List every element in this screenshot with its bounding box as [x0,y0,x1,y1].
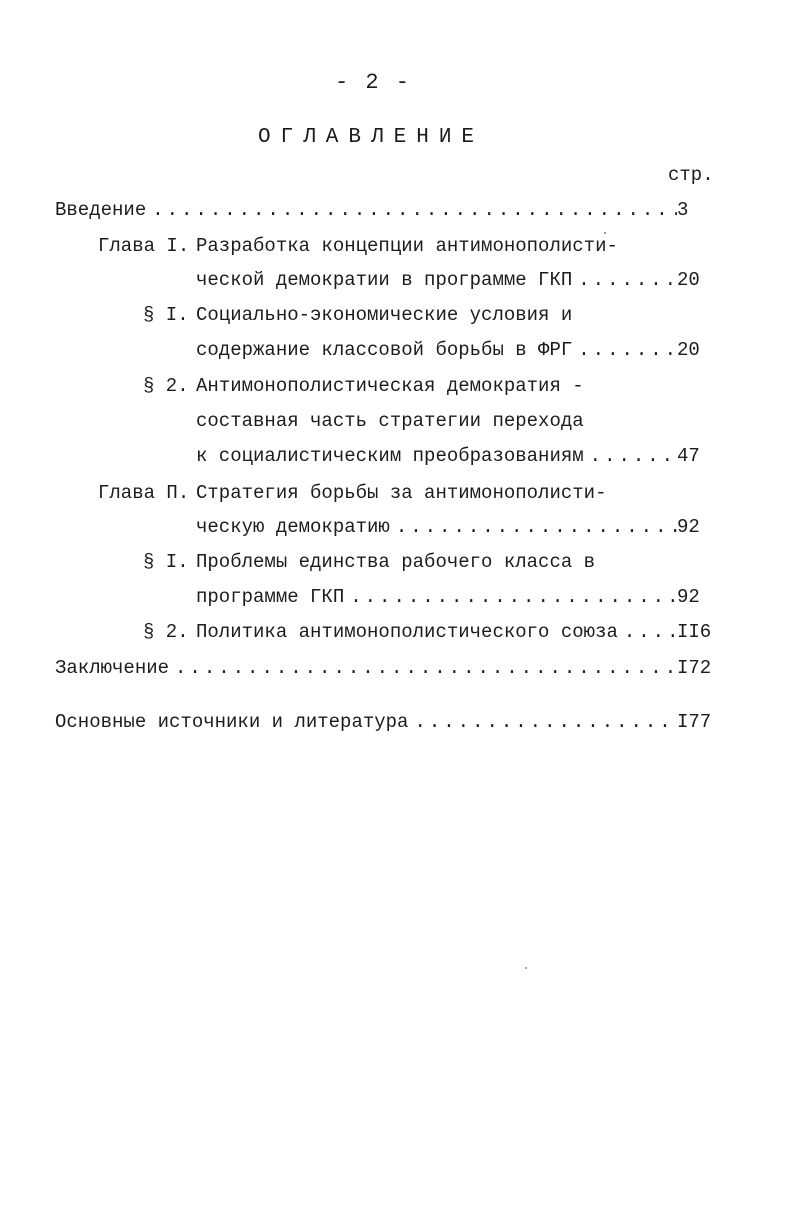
section-1-1-title-line1[interactable]: Социально-экономические условия и [196,304,573,326]
toc-entry-text: ческой демократии в программе ГКП [196,269,573,291]
section-2-1-title-line1[interactable]: Проблемы единства рабочего класса в [196,551,596,573]
page-number: - 2 - [335,70,412,95]
leader-dots [344,583,677,611]
toc-entry-sources[interactable] [55,708,711,736]
leader-dots [408,708,677,736]
section-1-2-title-line2[interactable]: составная часть стратегии перехода [196,410,584,432]
chapter-2-label: Глава П. [98,482,190,504]
toc-page-number: 47 [677,445,700,467]
section-2-1-label: § I. [143,551,189,573]
toc-page-number: 20 [677,269,700,291]
toc-page-number: 92 [677,586,700,608]
toc-entry-conclusion[interactable] [55,654,711,682]
toc-page-number: I77 [677,711,712,733]
toc-entry-text: Политика антимонополистического союза [196,621,618,643]
chapter-2-title-line2[interactable] [196,513,711,541]
leader-dots [146,196,677,224]
toc-entry-text: Основные источники и литература [55,711,409,733]
section-1-2-label: § 2. [143,375,189,397]
section-1-2-title-line1[interactable]: Антимонополистическая демократия - [196,375,584,397]
section-1-2-title-line3[interactable] [196,442,711,470]
toc-entry-text: ческую демократию [196,516,390,538]
toc-page-number: II6 [677,621,712,643]
toc-entry-text: Введение [55,199,147,221]
page-column-label: стр. [668,164,714,186]
toc-page-number: 20 [677,339,700,361]
toc-entry-text: содержание классовой борьбы в ФРГ [196,339,573,361]
leader-dots [572,266,677,294]
section-2-2-label: § 2. [143,621,189,643]
leader-dots [584,442,677,470]
section-2-2-title-line1[interactable] [196,618,711,646]
toc-entry-intro[interactable] [55,196,711,224]
leader-dots [572,336,677,364]
toc-page-number: 92 [677,516,700,538]
leader-dots [390,513,677,541]
toc-page-number: I72 [677,657,712,679]
toc-entry-text: к социалистическим преобразованиям [196,445,584,467]
toc-entry-text: программе ГКП [196,586,345,608]
toc-entry-text: Заключение [55,657,170,679]
section-2-1-title-line2[interactable] [196,583,711,611]
chapter-2-title-line1[interactable]: Стратегия борьбы за антимонополисти- [196,482,607,504]
section-1-1-title-line2[interactable] [196,336,711,364]
toc-page-number: 3 [677,199,689,221]
chapter-1-title-line2[interactable] [196,266,711,294]
leader-dots [169,654,677,682]
leader-dots [618,618,677,646]
chapter-1-title-line1[interactable]: Разработка концепции антимонополисти- [196,235,618,257]
section-1-1-label: § I. [143,304,189,326]
chapter-1-label: Глава I. [98,235,190,257]
scan-speck [525,967,527,969]
toc-title: ОГЛАВЛЕНИЕ [258,126,485,149]
